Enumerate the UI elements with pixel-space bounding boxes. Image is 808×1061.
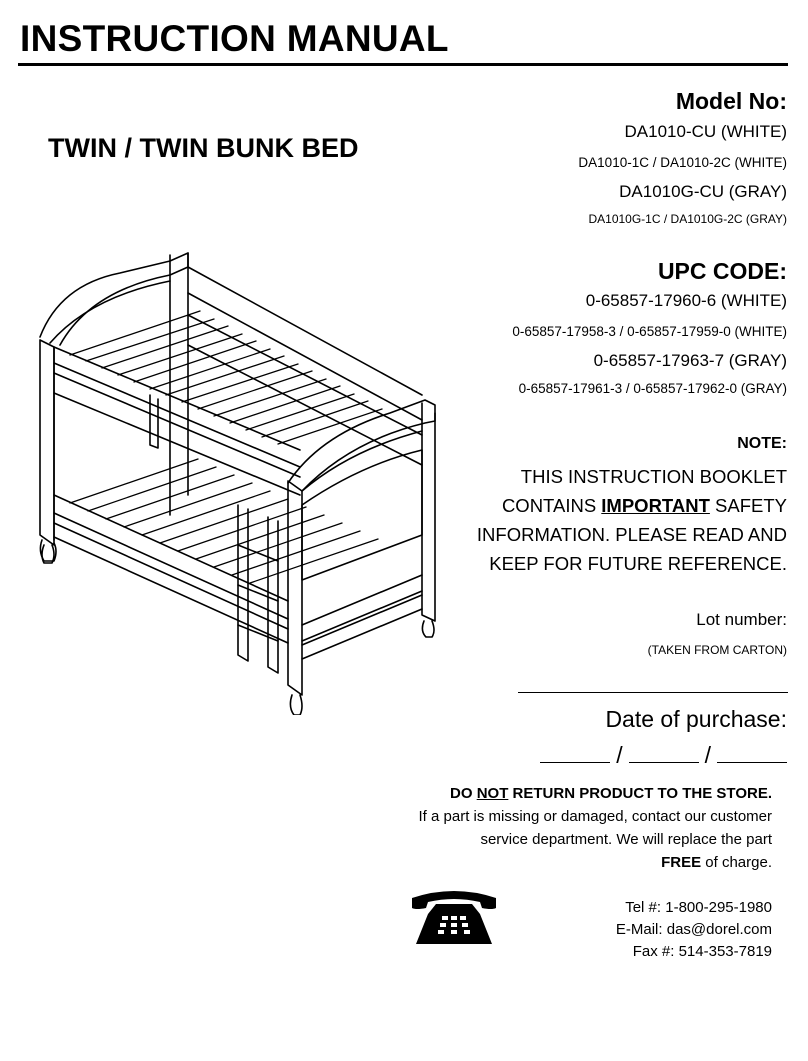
model-heading: Model No: <box>675 88 787 114</box>
date-separator: / <box>704 742 711 768</box>
date-separator: / <box>616 742 623 768</box>
return-line <box>419 851 773 874</box>
product-name: TWIN / TWIN BUNK BED <box>48 133 359 163</box>
contact-tel: Tel #: 1-800-295-1980 <box>625 899 772 916</box>
date-blank-year <box>717 744 787 763</box>
upc-line: 0-65857-17961-3 / 0-65857-17962-0 (GRAY) <box>518 381 787 396</box>
contact-email: E-Mail: das@dorel.com <box>615 921 772 938</box>
return-span: RETURN PRODUCT TO THE STORE. <box>508 785 772 802</box>
note-line <box>477 491 787 520</box>
upc-line: 0-65857-17960-6 (WHITE) <box>585 291 787 310</box>
important-emphasis: IMPORTANT <box>601 495 710 516</box>
model-line: DA1010-1C / DA1010-2C (WHITE) <box>578 155 787 170</box>
return-span: DO <box>450 785 477 802</box>
manual-title: INSTRUCTION MANUAL <box>20 18 449 59</box>
not-emphasis: NOT <box>476 785 509 802</box>
note-line: KEEP FOR FUTURE REFERENCE. <box>489 553 787 574</box>
model-line: DA1010G-CU (GRAY) <box>619 182 787 201</box>
note-heading: NOTE: <box>737 435 787 452</box>
title-rule <box>18 63 788 66</box>
model-line: DA1010-CU (WHITE) <box>624 122 787 141</box>
upc-line: 0-65857-17963-7 (GRAY) <box>593 351 787 370</box>
note-text-span: CONTAINS <box>501 495 602 516</box>
return-line: service department. We will replace the part <box>480 831 772 848</box>
free-emphasis: FREE <box>661 854 702 871</box>
lot-number-field <box>518 692 788 693</box>
date-blank-month <box>540 744 610 763</box>
lot-label: Lot number: <box>696 610 787 629</box>
model-line: DA1010G-1C / DA1010G-2C (GRAY) <box>588 212 787 226</box>
contact-fax: Fax #: 514-353-7819 <box>632 943 772 960</box>
purchase-label: Date of purchase: <box>605 706 787 732</box>
note-text <box>477 462 787 578</box>
return-line: If a part is missing or damaged, contact our customer <box>418 808 772 825</box>
contact-info <box>616 897 772 963</box>
upc-heading: UPC CODE: <box>657 258 787 284</box>
purchase-date-field <box>540 742 787 769</box>
telephone-icon <box>408 888 500 948</box>
return-span: of charge. <box>701 854 772 871</box>
note-line: INFORMATION. PLEASE READ AND <box>476 524 787 545</box>
return-notice <box>419 782 773 874</box>
note-text-span: SAFETY <box>709 495 787 516</box>
date-blank-day <box>629 744 699 763</box>
upc-line: 0-65857-17958-3 / 0-65857-17959-0 (WHITE) <box>512 324 787 339</box>
return-line <box>419 782 773 805</box>
lot-sublabel: (TAKEN FROM CARTON) <box>647 643 787 657</box>
note-line: THIS INSTRUCTION BOOKLET <box>520 466 787 487</box>
bunk-bed-illustration <box>30 245 450 715</box>
